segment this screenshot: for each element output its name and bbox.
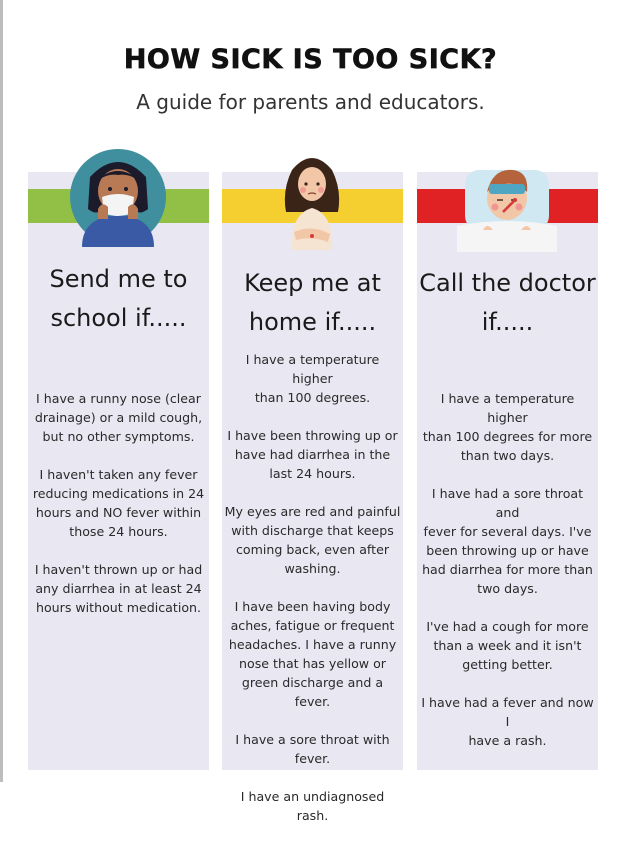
list-item: I have had a fever and now I have a rash. — [421, 695, 594, 748]
list-item: I have been throwing up or have had diarrhea in the last 24 hours. — [227, 428, 398, 481]
column-heading: Keep me at home if..... — [244, 269, 381, 336]
list-item: I have a runny nose (clear drainage) or a mild cough, but no other symptoms. — [34, 391, 203, 444]
symptom-list — [417, 389, 598, 769]
symptom-list — [28, 389, 209, 636]
symptom-list — [222, 350, 403, 844]
column-heading: Call the doctor if..... — [419, 269, 596, 336]
list-item: My eyes are red and painful with discharge that keeps coming back, even after washing. — [224, 504, 401, 576]
column-heading: Send me to school if..... — [49, 265, 188, 332]
list-item: I have a temperature higher than 100 degrees for more than two days. — [422, 391, 593, 463]
list-item: I have been having body aches, fatigue or frequent headaches. I have a runny nose that has yellow or green discharge and a fever. — [228, 599, 397, 709]
list-item: I have an undiagnosed rash. — [240, 789, 385, 823]
column-call-doctor — [417, 172, 598, 770]
list-item: I have had a sore throat and fever for several days. I've been throwing up or have had diarrhea for more than two days. — [422, 486, 593, 596]
woman-holding-stomach-illustration — [262, 150, 362, 250]
column-keep-at-home — [222, 172, 403, 823]
list-item: I've had a cough for more than a week and it isn't getting better. — [426, 619, 589, 672]
list-item: I haven't thrown up or had any diarrhea in at least 24 hours without medication. — [34, 562, 203, 615]
sick-child-in-bed-illustration — [457, 152, 557, 252]
child-blowing-nose-illustration — [68, 147, 168, 247]
page-title: HOW SICK IS TOO SICK? — [123, 44, 498, 75]
list-item: I haven't taken any fever reducing medications in 24 hours and NO fever within those 24 hours. — [32, 467, 205, 539]
list-item: I have a sore throat with fever. — [235, 732, 390, 766]
column-send-to-school — [28, 172, 209, 770]
page-border — [0, 0, 3, 782]
page-subtitle: A guide for parents and educators. — [136, 90, 485, 114]
list-item: I have a temperature higher than 100 degrees. — [245, 352, 380, 405]
